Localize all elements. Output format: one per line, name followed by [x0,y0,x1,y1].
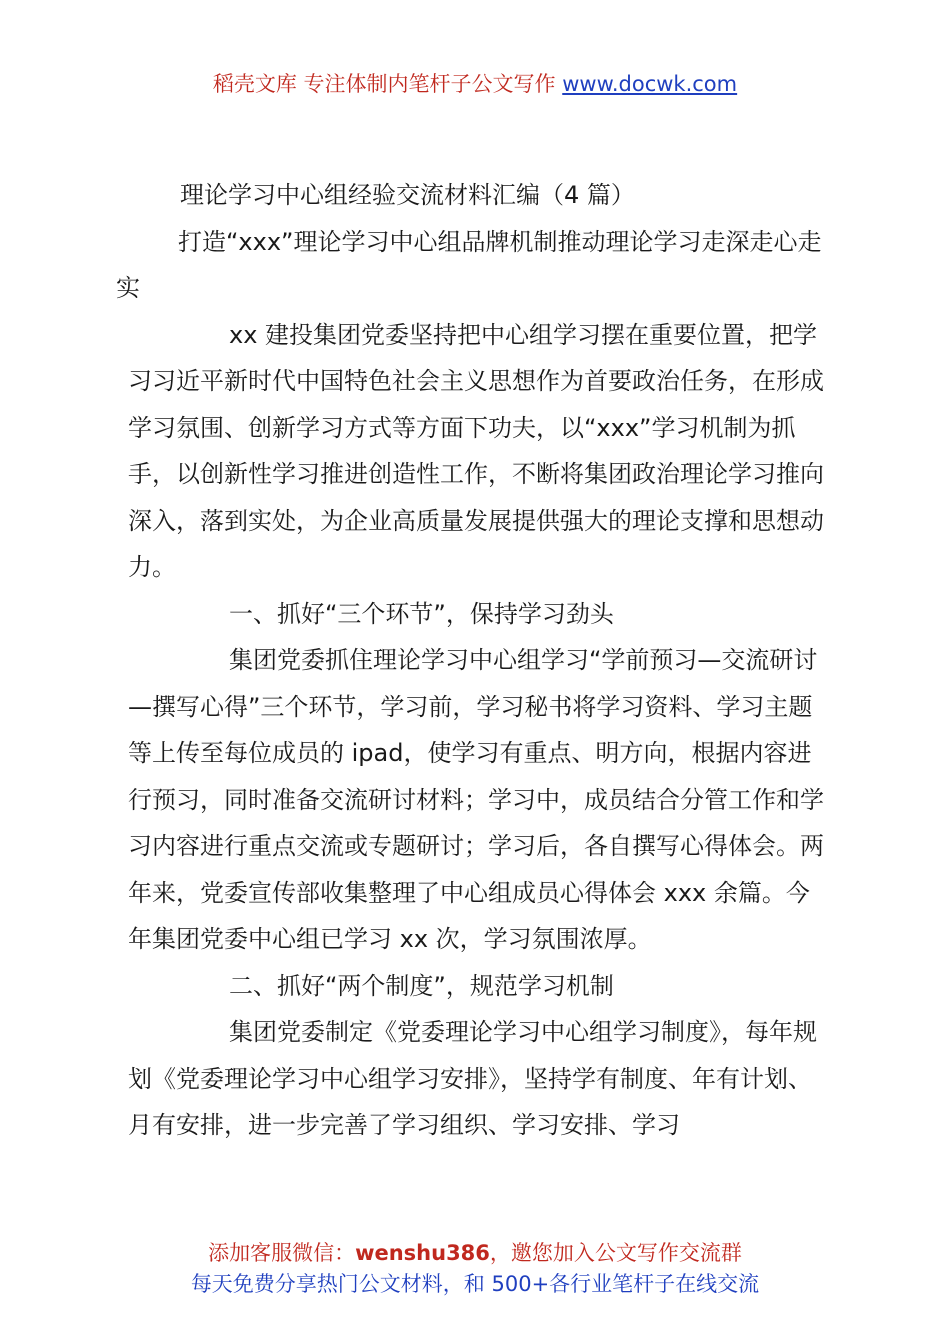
footer-wechat-suffix: ，邀您加入公文写作交流群 [489,1241,742,1265]
header-website-link[interactable]: www.docwk.com [562,72,738,96]
document-title: 理论学习中心组经验交流材料汇编（4 篇） [180,181,635,209]
footer-promo-line: 每天免费分享热门公文材料，和 500+各行业笔杆子在线交流 [190,1272,760,1296]
section-1-heading: 一、抓好“三个环节”，保持学习劲头 [229,599,614,628]
page-footer [0,1238,950,1300]
footer-wechat-prefix: 添加客服微信： [208,1241,356,1265]
section-2-paragraph: 集团党委制定《党委理论学习中心组学习制度》，每年规划《党委理论学习中心组学习安排》，坚持学有制度、年有计划、月有安排，进一步完善了学习组织、学习安排、学习 [128,1018,817,1139]
footer-wechat-id: wenshu386 [355,1241,490,1265]
footer-wechat-line [0,1238,950,1269]
header-brand-text: 稻壳文库 专注体制内笔杆子公文写作 [212,72,556,96]
intro-paragraph: xx 建投集团党委坚持把中心组学习摆在重要位置，把学习习近平新时代中国特色社会主义思想作为首要政治任务，在形成学习氛围、创新学习方式等方面下功夫，以“xxx”学习机制为抓手，以创新性学习推进创造性工作，不断将集团政治理论学习推向深入，落到实处，为企业高质量发展提供强大的理论支撑和思想动力。 [128,320,824,581]
page-header [0,68,950,100]
article-subtitle: 打造“xxx”理论学习中心组品牌机制推动理论学习走深走心走实 [116,227,822,302]
section-1-paragraph: 集团党委抓住理论学习中心组学习“学前预习—交流研讨—撰写心得”三个环节，学习前，学习秘书将学习资料、学习主题等上传至每位成员的 ipad，使学习有重点、明方向，根据内容进行预习，同时准备交流研讨材料；学习中，成员结合分管工作和学习内容进行重点交流或专题研讨；学习后，各自撰写心得体会。两年来，党委宣传部收集整理了中心组成员心得体会 xxx 余篇。今年集团党委中心组已学习 xx 次，学习氛围浓厚。 [128,646,824,953]
document-body [116,172,830,1149]
section-2-heading: 二、抓好“两个制度”，规范学习机制 [229,971,614,1000]
